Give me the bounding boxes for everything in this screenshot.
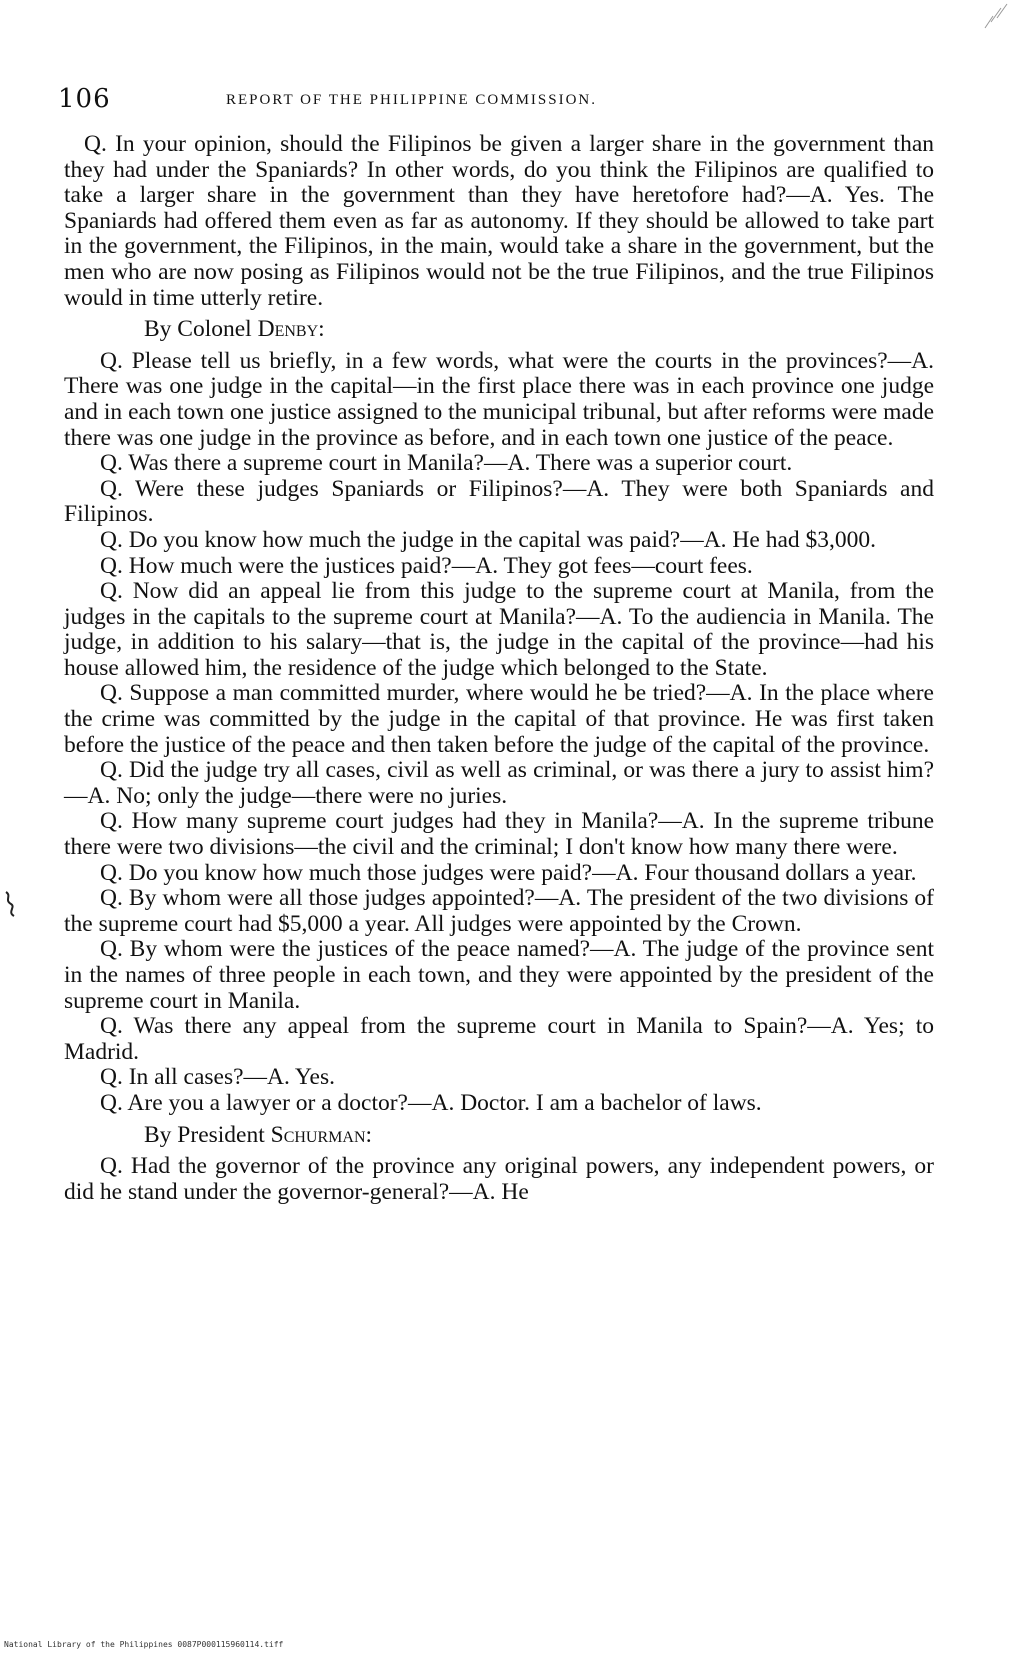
paragraph: Q. Did the judge try all cases, civil as well as criminal, or was there a jury to assist him?—A. No; only the judge—there were no juries.	[64, 757, 934, 809]
paragraph: Q. Do you know how much the judge in the capital was paid?—A. He had $3,000.	[100, 526, 876, 553]
paragraph: Q. In all cases?—A. Yes.	[100, 1064, 335, 1091]
paragraph: Q. Do you know how much those judges were paid?—A. Four thousand dollars a year.	[100, 859, 917, 886]
running-head: REPORT OF THE PHILIPPINE COMMISSION.	[226, 92, 598, 108]
paragraph: Q. In your opinion, should the Filipinos be given a larger share in the government than they had under the Spaniards? In other words, do you think the Filipinos are qualified to take a larger share in the government than they have heretofore had?—A. Yes. The Spaniards had offered them even as far as autonomy. If they should be allowed to take part in the government, the Filipinos, in the main, would take a share in the government, but the men who are now posing as Filipinos would not be the true Filipinos, and the true Filipinos would in time utterly retire.	[64, 131, 934, 311]
scan-footer: National Library of the Philippines 0087P000115960114.tiff	[4, 1640, 284, 1649]
speaker-heading	[64, 317, 934, 343]
paragraph: Q. Are you a lawyer or a doctor?—A. Doctor. I am a bachelor of laws.	[100, 1089, 762, 1116]
speaker-suffix: :	[365, 1121, 373, 1148]
paragraph: Q. By whom were the justices of the peace named?—A. The judge of the province sent in the names of three people in each town, and they were appointed by the president of the supreme court in Manila.	[64, 936, 934, 1014]
page-header	[58, 84, 938, 114]
body-text	[64, 132, 934, 1205]
scan-corner-mark	[981, 2, 1011, 30]
speaker-prefix: By Colonel	[144, 316, 252, 343]
paragraph: Q. Was there a supreme court in Manila?—A. There was a superior court.	[100, 450, 793, 477]
paragraph: Q. Suppose a man committed murder, where would he be tried?—A. In the place where the crime was committed by the judge in the capital of that province. He was first taken before the justice of the peace and then taken before the judge of the capital of the province.	[64, 680, 934, 758]
speaker-heading	[64, 1123, 934, 1149]
paragraph: Q. How much were the justices paid?—A. They got fees—court fees.	[100, 552, 753, 579]
paragraph: Q. By whom were all those judges appointed?—A. The president of the two divisions of the supreme court had $5,000 a year. All judges were appointed by the Crown.	[64, 885, 934, 937]
speaker-name: Schurman	[270, 1121, 366, 1148]
paragraph: Q. Was there any appeal from the supreme court in Manila to Spain?—A. Yes; to Madrid.	[64, 1013, 934, 1065]
speaker-suffix: :	[318, 316, 325, 343]
paragraph: Q. Had the governor of the province any original powers, any independent powers, or did he stand under the governor-general?—A. He	[64, 1153, 934, 1205]
speaker-name: Denby	[257, 316, 319, 343]
paragraph: Q. Please tell us briefly, in a few words, what were the courts in the provinces?—A. There was one judge in the capital—in the first place there was in each province one judge and in each town one justice assigned to the municipal tribunal, but after reforms were made there was one judge in the province as before, and in each town one justice of the peace.	[64, 347, 934, 451]
page-number: 106	[58, 84, 111, 114]
paragraph: Q. Now did an appeal lie from this judge to the supreme court at Manila, from the judges in the capitals to the supreme court at Manila?—A. To the audiencia in Manila. The judge, in addition to his salary—that is, the judge in the capital of the province—had his house allowed him, the residence of the judge which belonged to the State.	[64, 578, 934, 681]
margin-mark-icon	[2, 890, 20, 918]
paragraph: Q. Were these judges Spaniards or Filipinos?—A. They were both Spaniards and Filipinos.	[64, 475, 934, 528]
paragraph: Q. How many supreme court judges had they in Manila?—A. In the supreme tribune there were two divisions—the civil and the criminal; I don't know how many there were.	[64, 808, 934, 861]
speaker-prefix: By President	[144, 1121, 265, 1148]
